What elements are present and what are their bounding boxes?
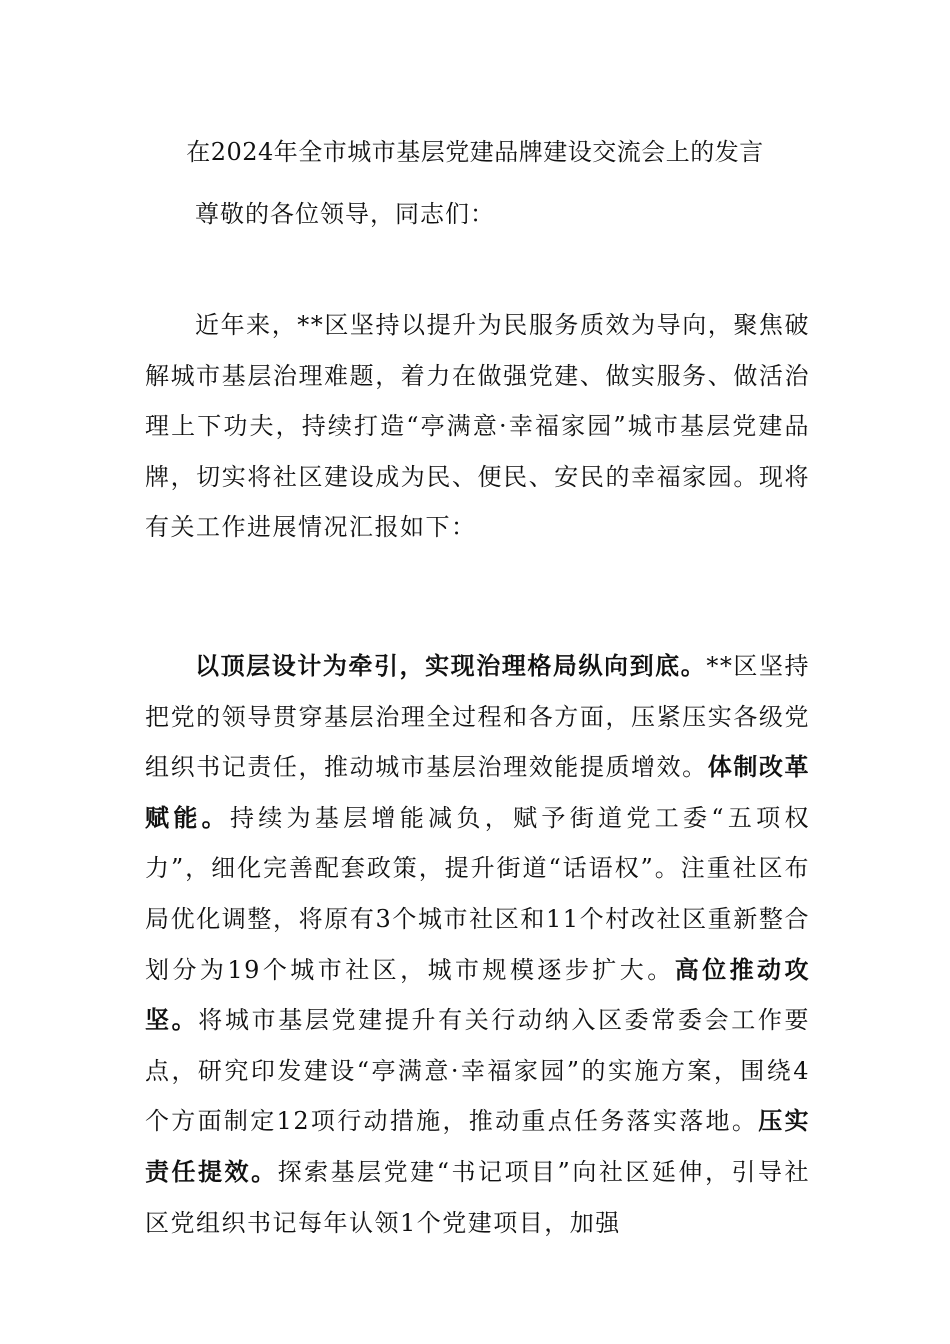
section-intro: **区坚持把党的领导贯穿基层治理全过程和各方面，压紧压实各级党组织书记责任，推动城市基层治理效能提质增效。 (145, 652, 811, 782)
body-paragraph (145, 641, 810, 1248)
item-title-responsibility: 压实责任提效。 (145, 1106, 810, 1186)
document-title: 在2024年全市城市基层党建品牌建设交流会上的发言 (186, 138, 764, 166)
item-title-reform: 体制改革赋能。 (145, 752, 811, 832)
item-text-promotion: 将城市基层党建提升有关行动纳入区委常委会工作要点，研究印发建设“亭满意·幸福家园”的实施方案，围绕4个方面制定12项行动措施，推动重点任务落实落地。 (145, 1006, 811, 1136)
section-heading: 以顶层设计为牵引，实现治理格局纵向到底。 (195, 651, 707, 680)
greeting-line: 尊敬的各位领导，同志们： (195, 200, 495, 228)
intro-paragraph: 近年来，**区坚持以提升为民服务质效为导向，聚焦破解城市基层治理难题，着力在做强党建、做实服务、做活治理上下功夫，持续打造“亭满意·幸福家园”城市基层党建品牌，切实将社区建设成为民、便民、安民的幸福家园。现将有关工作进展情况汇报如下： (145, 311, 810, 542)
item-title-promotion: 高位推动攻坚。 (145, 954, 811, 1035)
item-text-reform: 持续为基层增能减负，赋予街道党工委“五项权力”，细化完善配套政策，提升街道“话语权”。注重社区布局优化调整，将原有3个城市社区和11个村改社区重新整合划分为19个城市社区，城市规模逐步扩大。 (145, 803, 810, 984)
item-text-responsibility: 探索基层党建“书记项目”向社区延伸，引导社区党组织书记每年认领1个党建项目，加强 (145, 1157, 810, 1237)
